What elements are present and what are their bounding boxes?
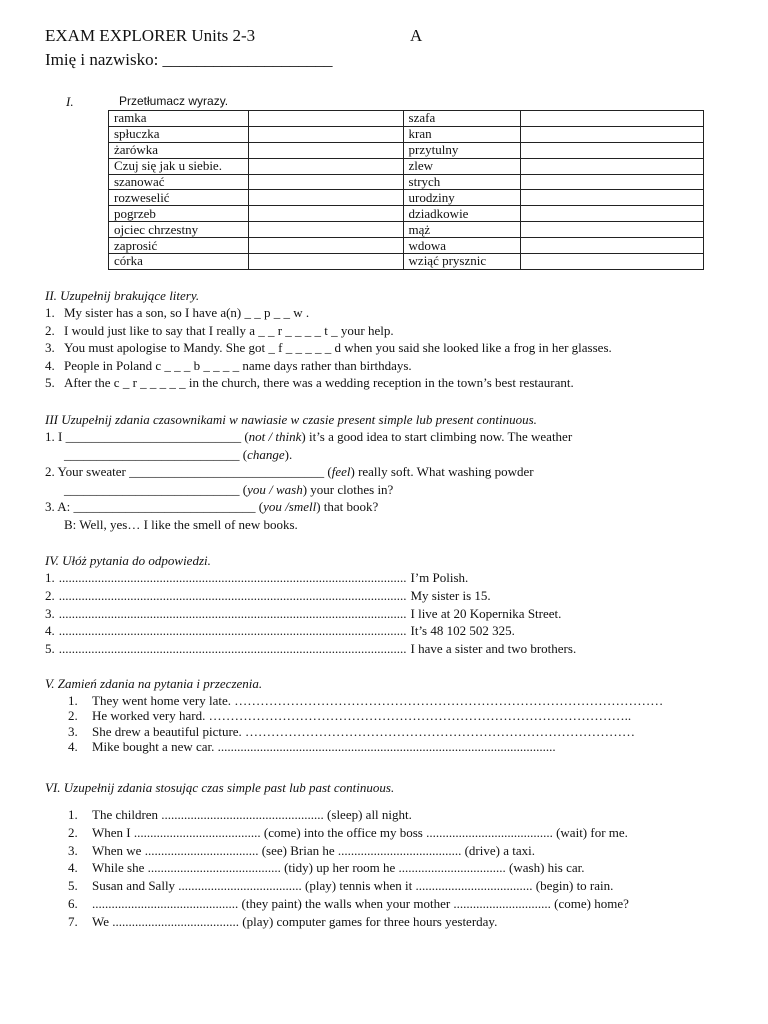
s4-item-number: 2.	[45, 587, 55, 603]
s6-item-number: 7.	[68, 913, 78, 929]
vocab-answer-cell[interactable]	[248, 111, 403, 127]
vocab-word: pogrzeb	[109, 206, 249, 222]
s4-item-number: 4.	[45, 623, 55, 639]
s6-item-text: While she ......................................... (tidy) up her room he ................................. (wash) his car.	[92, 860, 585, 876]
vocab-answer-cell[interactable]	[248, 206, 403, 222]
s2-item-number: 3.	[45, 340, 55, 356]
s6-item-number: 5.	[68, 878, 78, 894]
s4-item	[45, 606, 561, 622]
s6-item-number: 1.	[68, 807, 78, 822]
vocab-answer-cell[interactable]	[521, 126, 704, 142]
vocab-answer-cell[interactable]	[521, 111, 704, 127]
s2-item-text: My sister has a son, so I have a(n) _ _ p _ _ w .	[64, 305, 310, 320]
vocab-row	[109, 158, 704, 174]
vocab-answer-cell[interactable]	[521, 254, 704, 270]
s3-line-6: B: Well, yes… I like the smell of new books.	[64, 517, 298, 532]
s4-answer-dots[interactable]: ...........................................................................................................	[58, 587, 407, 603]
s6-item-text: Susan and Sally ...................................... (play) tennis when it .................................... (begin) to rain.	[92, 878, 614, 894]
s5-item-number: 2.	[68, 708, 78, 724]
s5-item-text: They went home very late. ………………………………………………………………………………………	[92, 693, 664, 708]
vocab-word: szafa	[403, 111, 521, 127]
s2-item-text: After the c _ r _ _ _ _ _ in the church, there was a wedding reception in the town’s best restaurant.	[64, 375, 574, 391]
vocab-answer-cell[interactable]	[248, 158, 403, 174]
vocab-word: wdowa	[403, 238, 521, 254]
s3-line-5: 3. A: ____________________________ (you /smell) that book?	[45, 499, 379, 514]
s4-item	[45, 623, 515, 639]
s4-item-number: 3.	[45, 605, 55, 621]
vocab-word: zlew	[403, 158, 521, 174]
s4-given-answer: It’s 48 102 502 325.	[410, 623, 515, 639]
s6-item-number: 2.	[68, 824, 78, 840]
vocab-row	[109, 206, 704, 222]
vocab-word: wziąć prysznic	[403, 254, 521, 270]
s4-item-number: 1.	[45, 570, 55, 585]
vocab-answer-cell[interactable]	[248, 238, 403, 254]
s6-item-number: 4.	[68, 860, 78, 876]
vocab-word: spłuczka	[109, 126, 249, 142]
s2-item-number: 5.	[45, 375, 55, 391]
s5-item-number: 3.	[68, 723, 78, 739]
vocab-word: mąż	[403, 222, 521, 238]
section-1-number: I.	[66, 94, 74, 109]
s4-item-number: 5.	[45, 641, 55, 657]
vocab-table	[108, 110, 704, 270]
s5-item-number: 1.	[68, 693, 78, 708]
s4-answer-dots[interactable]: ...........................................................................................................	[58, 570, 407, 585]
s4-answer-dots[interactable]: ...........................................................................................................	[58, 605, 407, 621]
vocab-word: córka	[109, 254, 249, 270]
vocab-answer-cell[interactable]	[248, 126, 403, 142]
vocab-row	[109, 222, 704, 238]
s2-item-number: 1.	[45, 305, 55, 320]
vocab-row	[109, 142, 704, 158]
vocab-row	[109, 190, 704, 206]
vocab-word: szanować	[109, 174, 249, 190]
vocab-word: ramka	[109, 111, 249, 127]
vocab-answer-cell[interactable]	[248, 174, 403, 190]
s6-item-number: 6.	[68, 896, 78, 911]
vocab-answer-cell[interactable]	[248, 190, 403, 206]
section-2-title: II. Uzupełnij brakujące litery.	[45, 288, 200, 303]
s6-item-text: ............................................. (they paint) the walls when your mother .............................. (come) home?	[92, 896, 629, 911]
s6-item-number: 3.	[68, 842, 78, 858]
s6-item-text: When I ....................................... (come) into the office my boss ....................................... (wait) for me.	[92, 824, 628, 840]
s4-given-answer: I live at 20 Kopernika Street.	[410, 605, 562, 621]
vocab-word: kran	[403, 126, 521, 142]
s4-item	[45, 641, 576, 657]
vocab-row	[109, 126, 704, 142]
vocab-answer-cell[interactable]	[521, 174, 704, 190]
s2-item-text: I would just like to say that I really a _ _ r _ _ _ _ t _ your help.	[64, 322, 394, 338]
section-3-title: III Uzupełnij zdania czasownikami w nawiasie w czasie present simple lub present continuous.	[45, 412, 537, 427]
vocab-answer-cell[interactable]	[521, 190, 704, 206]
s4-answer-dots[interactable]: ...........................................................................................................	[58, 641, 407, 657]
vocab-answer-cell[interactable]	[521, 238, 704, 254]
vocab-word: dziadkowie	[403, 206, 521, 222]
student-name-line: Imię i nazwisko: ____________________	[45, 50, 333, 69]
vocab-row	[109, 174, 704, 190]
s4-given-answer: My sister is 15.	[410, 587, 491, 603]
vocab-row	[109, 238, 704, 254]
s2-item-number: 2.	[45, 322, 55, 338]
vocab-word: przytulny	[403, 142, 521, 158]
s4-item	[45, 588, 491, 604]
vocab-row	[109, 111, 704, 127]
vocab-answer-cell[interactable]	[248, 254, 403, 270]
s2-item-number: 4.	[45, 357, 55, 373]
section-4-title: IV. Ułóż pytania do odpowiedzi.	[45, 553, 211, 568]
vocab-word: rozweselić	[109, 190, 249, 206]
vocab-word: strych	[403, 174, 521, 190]
vocab-word: Czuj się jak u siebie.	[109, 158, 249, 174]
s4-item	[45, 570, 468, 586]
s3-line-2: ___________________________ (change).	[64, 447, 293, 462]
vocab-word: zaprosić	[109, 238, 249, 254]
section-5-title: V. Zamień zdania na pytania i przeczenia.	[45, 676, 263, 691]
vocab-answer-cell[interactable]	[521, 158, 704, 174]
s5-item-number: 4.	[68, 738, 78, 754]
vocab-word: urodziny	[403, 190, 521, 206]
s2-item-text: People in Poland c _ _ _ b _ _ _ _ name days rather than birthdays.	[64, 357, 412, 373]
s3-line-3: 2. Your sweater ______________________________ (feel) really soft. What washing powder	[45, 464, 534, 479]
vocab-answer-cell[interactable]	[248, 142, 403, 158]
exam-version: A	[410, 26, 423, 45]
s3-line-1: 1. I ___________________________ (not / think) it’s a good idea to start climbing now. The weather	[45, 429, 573, 444]
s4-given-answer: I have a sister and two brothers.	[410, 641, 577, 657]
section-1-title: Przetłumacz wyrazy.	[119, 94, 229, 108]
vocab-answer-cell[interactable]	[248, 222, 403, 238]
vocab-answer-cell[interactable]	[521, 206, 704, 222]
s2-item-text: You must apologise to Mandy. She got _ f _ _ _ _ _ d when you said she looked like a frog in her glasses.	[64, 340, 612, 356]
s5-item-text: He worked very hard. ……………………………………………………………………………………..	[92, 708, 632, 724]
exam-title: EXAM EXPLORER Units 2-3	[45, 26, 256, 45]
s6-item-text: We ....................................... (play) computer games for three hours yesterday.	[92, 913, 498, 929]
vocab-answer-cell[interactable]	[521, 222, 704, 238]
section-6-title: VI. Uzupełnij zdania stosując czas simple past lub past continuous.	[45, 780, 395, 795]
s3-line-4: ___________________________ (you / wash) your clothes in?	[64, 482, 394, 497]
vocab-answer-cell[interactable]	[521, 142, 704, 158]
s6-item-text: When we ................................... (see) Brian he ...................................... (drive) a taxi.	[92, 842, 535, 858]
s4-given-answer: I’m Polish.	[410, 570, 469, 585]
vocab-word: ojciec chrzestny	[109, 222, 249, 238]
vocab-word: żarówka	[109, 142, 249, 158]
s6-item-text: The children .................................................. (sleep) all night.	[92, 807, 412, 822]
s4-answer-dots[interactable]: ...........................................................................................................	[58, 623, 407, 639]
s5-item-text: Mike bought a new car. ........................................................................................................	[92, 738, 556, 754]
vocab-row	[109, 254, 704, 270]
s5-item-text: She drew a beautiful picture. ………………………………………………………………………………	[92, 723, 636, 739]
